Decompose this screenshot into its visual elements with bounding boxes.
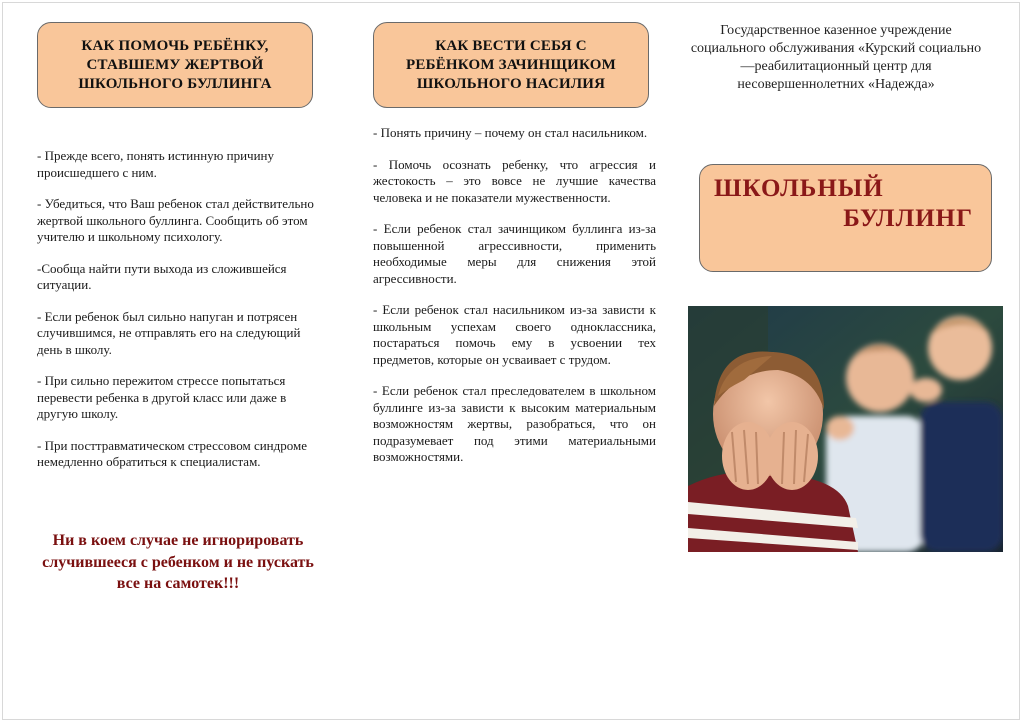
left-tips-list — [37, 148, 322, 486]
middle-tip: - Если ребенок стал насильником из-за зависти к школьным успехам своего одноклассника, постараться помочь ему в усвоении тех предметов, которые он усваивает с трудом. — [373, 302, 656, 367]
left-tip: - Убедиться, что Ваш ребенок стал действительно жертвой школьного буллинга. Сообщить об этом учителю и школьному психологу. — [37, 196, 314, 244]
photo-illustration — [688, 306, 1003, 552]
brochure-title-box — [699, 164, 992, 272]
left-tip: - При посттравматическом стрессовом синдроме немедленно обратиться к специалистам. — [37, 437, 307, 469]
middle-tip: - Понять причину – почему он стал насильником. — [373, 125, 648, 140]
middle-tip: - Если ребенок стал преследователем в школьном буллинге из-за зависти к высоким материальным возможностям жертвы, разобраться, что он подразумевает под этими материальными возможностями. — [373, 383, 656, 464]
middle-tip: - Помочь осознать ребенку, что агрессия и жестокость – это вовсе не лучшие качества человека и не показатели мужественности. — [373, 156, 656, 205]
brochure-title-line1: ШКОЛЬНЫЙ — [714, 175, 884, 202]
left-heading-box — [37, 22, 313, 108]
bullying-photo — [688, 306, 1003, 552]
left-tip: -Сообща найти пути выхода из сложившейся ситуации. — [37, 260, 287, 292]
middle-heading: КАК ВЕСТИ СЕБЯ С РЕБЁНКОМ ЗАЧИНЩИКОМ ШКОЛЬНОГО НАСИЛИЯ — [406, 37, 616, 92]
left-heading: КАК ПОМОЧЬ РЕБЁНКУ, СТАВШЕМУ ЖЕРТВОЙ ШКОЛЬНОГО БУЛЛИНГА — [78, 37, 272, 92]
middle-tips-list — [373, 125, 656, 481]
left-tip: - Если ребенок был сильно напуган и потрясен случившимся, не отправлять его на следующий день в школу. — [37, 308, 301, 357]
middle-heading-box — [373, 22, 649, 108]
organization-name: Государственное казенное учреждение социального обслуживания «Курский социально—реабилитационный центр для несовершеннолетних «Надежда» — [690, 23, 982, 92]
warning-text: Ни в коем случае не игнорировать случившееся с ребенком и не пускать все на самотек!!! — [42, 532, 314, 592]
brochure-title-line2: БУЛЛИНГ — [843, 205, 973, 232]
left-tip: - При сильно пережитом стрессе попытаться перевести ребенка в другой класс или даже в другую школу. — [37, 373, 287, 421]
middle-tip: - Если ребенок стал зачинщиком буллинга из-за повышенной агрессивности, применить необходимые меры для снижения этой агрессивности. — [373, 221, 656, 286]
left-tip: - Прежде всего, понять истинную причину происшедшего с ним. — [37, 148, 274, 180]
